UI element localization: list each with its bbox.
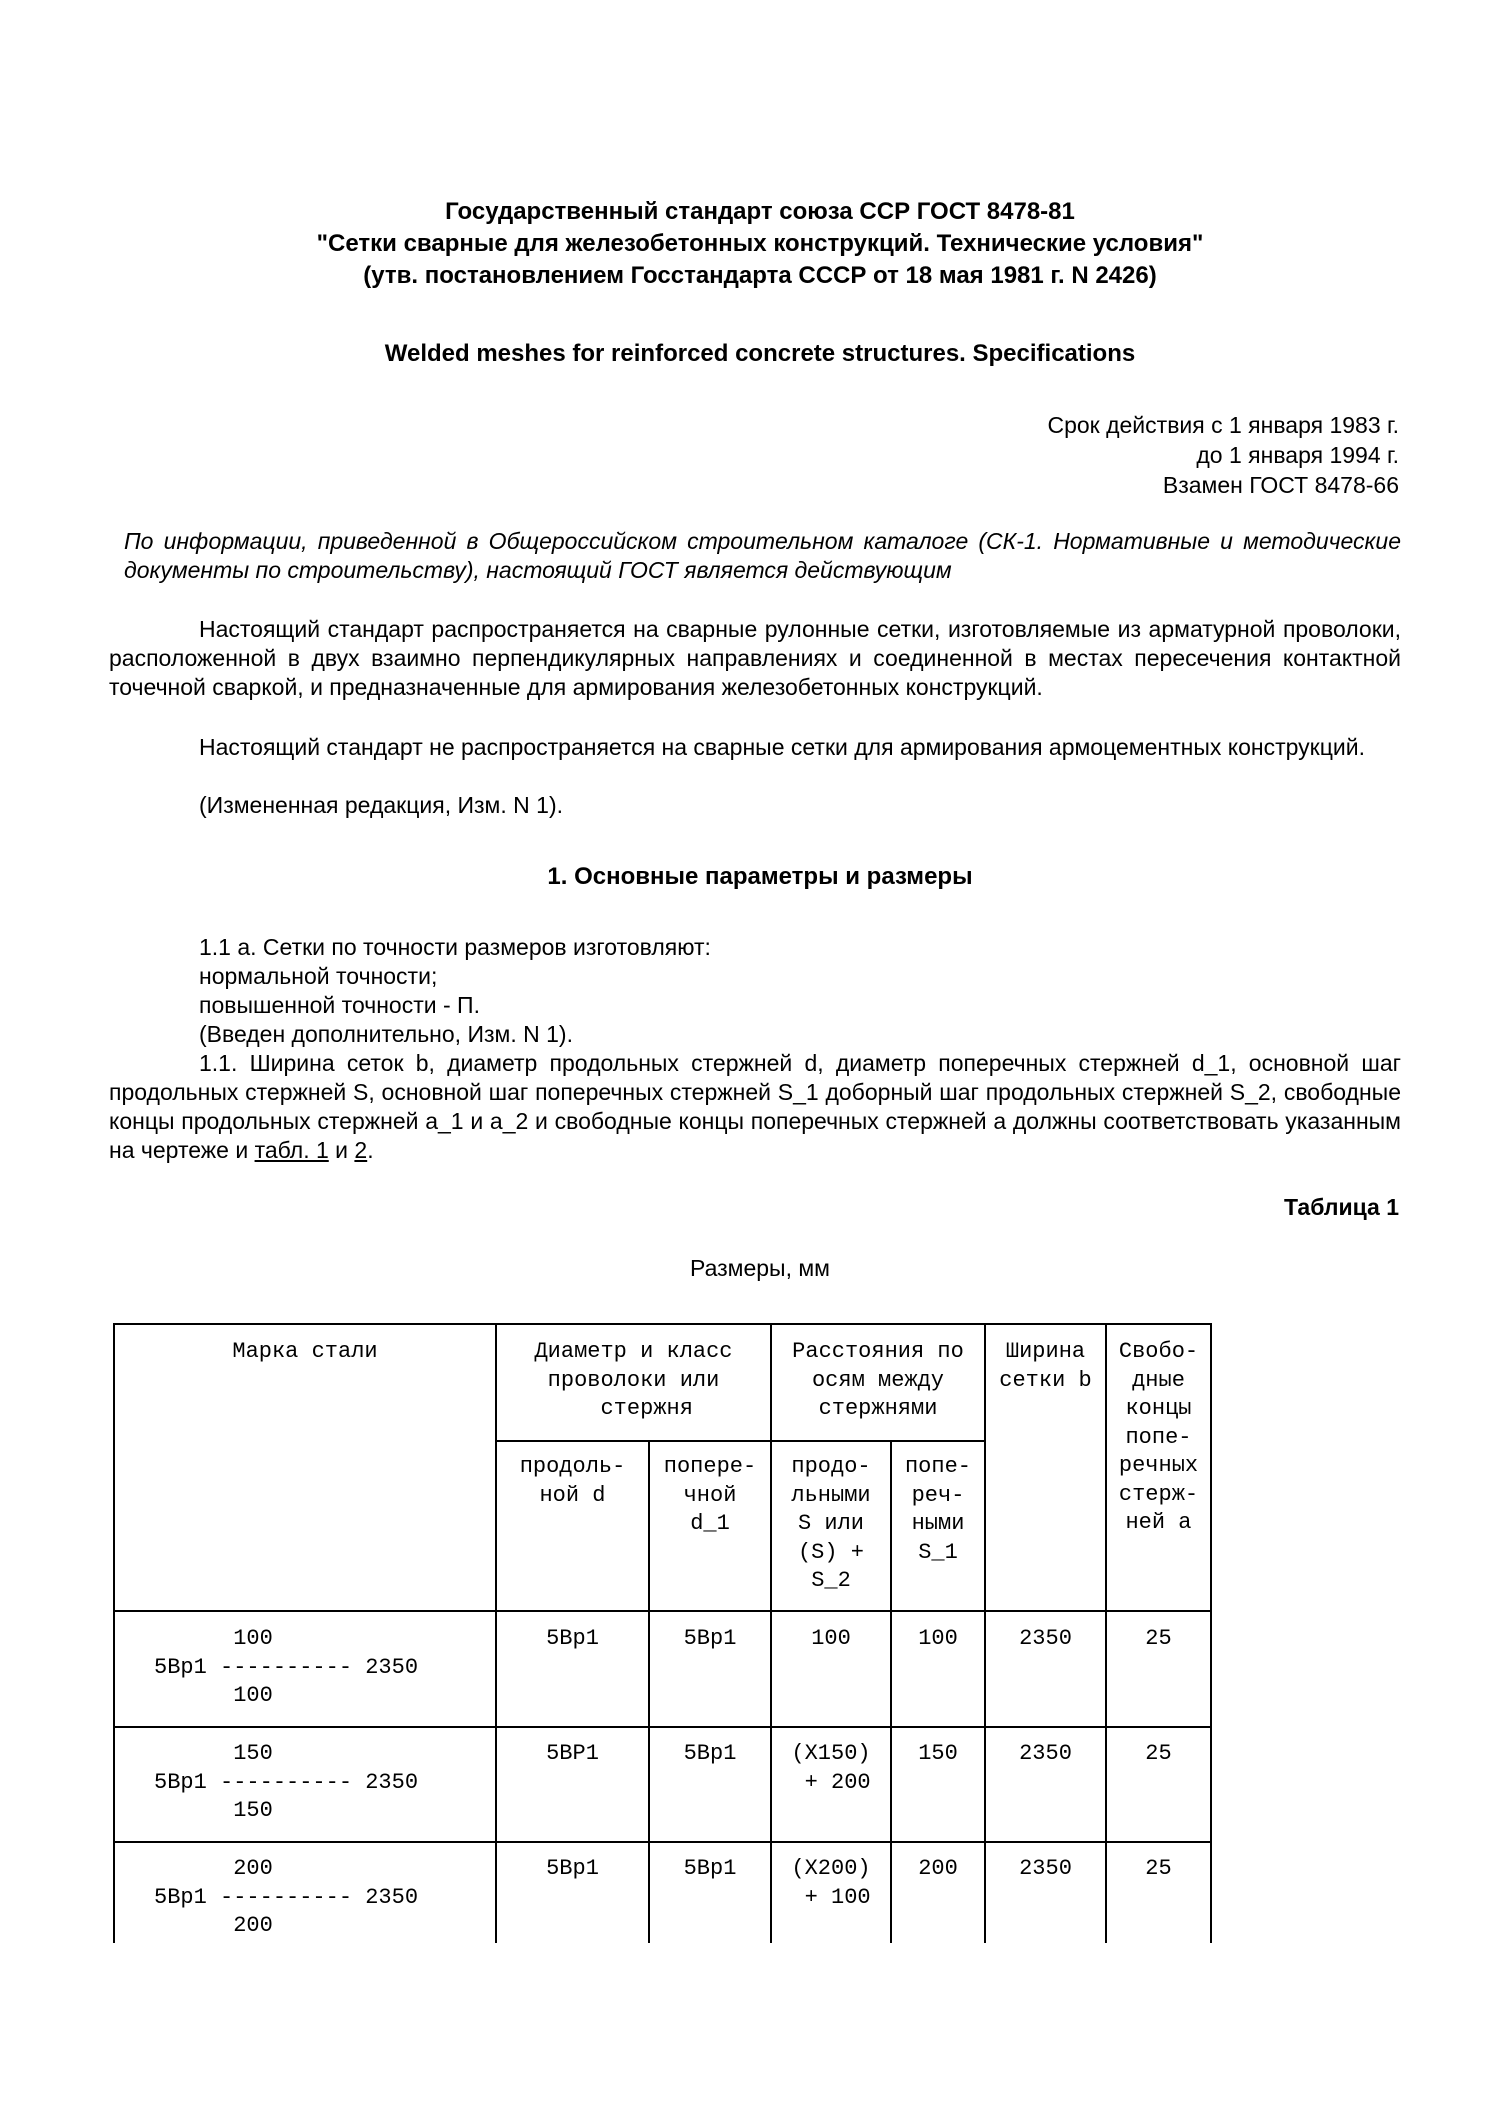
- row-1-d: 5Вр1: [546, 1626, 599, 1651]
- table-rule-subheader: [495, 1440, 984, 1442]
- row-3-s1: 200: [918, 1856, 958, 1881]
- row-3-a: 25: [1145, 1856, 1172, 1881]
- title-line-1: Государственный стандарт союза ССР ГОСТ 8478-81: [445, 198, 1075, 225]
- table-rule-row-2: [113, 1841, 1212, 1843]
- validity-line-3: Взамен ГОСТ 8478-66: [1162, 472, 1399, 498]
- row-1-mark: 100 5Вр1 ---------- 2350 100: [154, 1626, 419, 1708]
- table-vrule-right: [1210, 1323, 1212, 1943]
- clause-1-1-text: 1.1. Ширина сеток b, диаметр продольных стержней d, диаметр поперечных стержней d_1, основной шаг продольных стержней S, основной шаг поперечных стержней S_1 доборный шаг продольных стержней S_2, свободные концы продольных стержней а_1 и а_2 и свободные концы поперечных стержней а должны соответствовать указанным на чертеже и: [109, 1050, 1401, 1163]
- row-3-s: (Х200) + 100: [791, 1856, 871, 1910]
- title-line-3: (утв. постановлением Госстандарта СССР от 18 мая 1981 г. N 2426): [363, 262, 1157, 289]
- row-2-a: 25: [1145, 1741, 1172, 1766]
- row-3-d1: 5Вр1: [683, 1856, 737, 1881]
- header-transverse-d1: попере- чной d_1: [663, 1454, 757, 1536]
- row-2-d1: 5Вр1: [683, 1741, 737, 1766]
- table-units: Размеры, мм: [690, 1255, 830, 1281]
- validity-line-1: Срок действия с 1 января 1983 г.: [1047, 412, 1399, 438]
- intro-paragraph-1: Настоящий стандарт распространяется на сварные рулонные сетки, изготовляемые из арматурной проволоки, расположенной в двух взаимно перпендикулярных направлениях и соединенной в местах пересечения контактной точечной сваркой, и предназначенные для армирования железобетонных конструкций.: [109, 616, 1401, 700]
- table-rule-header-bottom: [113, 1610, 1212, 1612]
- header-free-ends: Свобо- дные концы попе- речных стерж- ней а: [1118, 1339, 1199, 1535]
- table-rule-row-1: [113, 1726, 1212, 1728]
- row-1-s: 100: [811, 1626, 851, 1651]
- clause-1-1a-item-2: повышенной точности - П.: [199, 992, 480, 1018]
- row-3-b: 2350: [1019, 1856, 1072, 1881]
- row-1-b: 2350: [1019, 1626, 1072, 1651]
- row-2-mark: 150 5Вр1 ---------- 2350 150: [154, 1741, 419, 1823]
- table-vrule-left: [113, 1323, 115, 1943]
- row-1-s1: 100: [918, 1626, 958, 1651]
- row-2-b: 2350: [1019, 1741, 1072, 1766]
- row-2-d: 5ВР1: [546, 1741, 599, 1766]
- clause-1-1a-item-1: нормальной точности;: [199, 963, 438, 989]
- clause-1-1-and: и: [328, 1137, 355, 1163]
- section-1-title: 1. Основные параметры и размеры: [547, 863, 973, 890]
- row-2-s1: 150: [918, 1741, 958, 1766]
- header-transverse-s1: попе- реч- ными S_1: [904, 1454, 971, 1565]
- row-1-a: 25: [1145, 1626, 1172, 1651]
- table-caption: Таблица 1: [1283, 1194, 1399, 1220]
- info-note: По информации, приведенной в Общероссийском строительном каталоге (СК-1. Нормативные и методические документы по строительству), настоящий ГОСТ является действующим: [124, 528, 1401, 583]
- row-3-d: 5Вр1: [546, 1856, 599, 1881]
- table-2-link[interactable]: 2: [354, 1137, 368, 1163]
- header-steel-mark: Марка стали: [232, 1339, 378, 1364]
- title-line-2: "Сетки сварные для железобетонных конструкций. Технические условия": [316, 230, 1204, 257]
- clause-1-1-end: .: [367, 1137, 374, 1163]
- header-spacing-group: Расстояния по осям между стержнями: [792, 1339, 964, 1421]
- table-rule-top: [113, 1323, 1212, 1325]
- english-title: Welded meshes for reinforced concrete structures. Specifications: [384, 340, 1136, 367]
- table-1-link[interactable]: табл. 1: [254, 1137, 329, 1163]
- clause-1-1a-note: (Введен дополнительно, Изм. N 1).: [199, 1021, 573, 1047]
- intro-amendment-note: (Измененная редакция, Изм. N 1).: [199, 792, 563, 818]
- intro-paragraph-2: Настоящий стандарт не распространяется на сварные сетки для армирования армоцементных конструкций.: [199, 734, 1365, 760]
- validity-line-2: до 1 января 1994 г.: [1196, 442, 1399, 468]
- header-longitudinal-d: продоль- ной d: [519, 1454, 626, 1508]
- clause-1-1a: 1.1 а. Сетки по точности размеров изготовляют:: [199, 934, 711, 960]
- header-longitudinal-s: продо- льными S или (S) + S_2: [791, 1454, 871, 1593]
- row-1-d1: 5Вр1: [683, 1626, 737, 1651]
- row-2-s: (Х150) + 200: [791, 1741, 871, 1795]
- header-diameter-group: Диаметр и класс проволоки или стержня: [534, 1339, 733, 1421]
- row-3-mark: 200 5Вр1 ---------- 2350 200: [154, 1856, 419, 1938]
- header-width: Ширина сетки b: [999, 1339, 1092, 1393]
